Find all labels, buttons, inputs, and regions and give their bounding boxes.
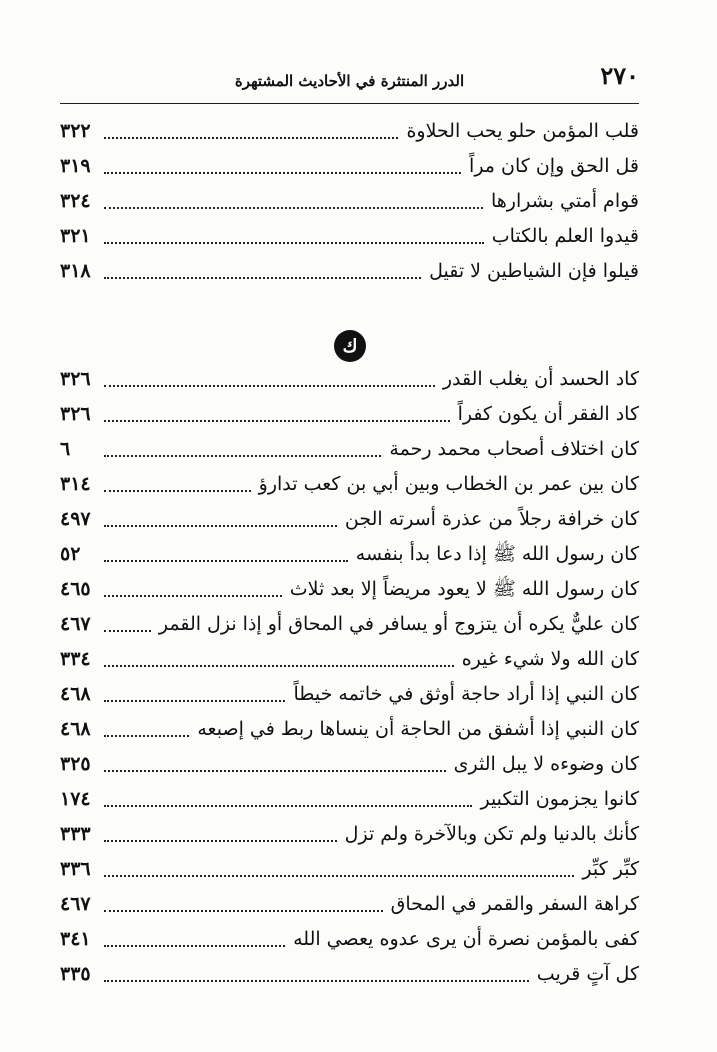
index-entry bbox=[60, 957, 639, 992]
entry-text: كفى بالمؤمن نصرة أن يرى عدوه يعصي الله bbox=[293, 928, 639, 950]
entry-page-number: ٣٢٦ bbox=[60, 368, 91, 390]
index-entry bbox=[60, 677, 639, 712]
entry-page-number: ٤٦٧ bbox=[60, 893, 91, 915]
leader-dots bbox=[104, 548, 348, 562]
entry-page-number: ٣١٩ bbox=[60, 155, 91, 177]
index-list-qaf bbox=[60, 114, 639, 289]
index-entry bbox=[60, 432, 639, 467]
page-header bbox=[60, 61, 639, 102]
entry-page-number: ٣٤١ bbox=[60, 928, 91, 950]
page-number: ٢٧٠ bbox=[600, 61, 639, 90]
entry-text: كراهة السفر والقمر في المحاق bbox=[390, 893, 639, 915]
entry-page-number: ٣٢٢ bbox=[60, 120, 91, 142]
entry-page-number: ٣١٨ bbox=[60, 260, 91, 282]
entry-page-number: ٣٣٤ bbox=[60, 648, 91, 670]
leader-dots bbox=[104, 478, 251, 492]
index-entry bbox=[60, 747, 639, 782]
leader-dots bbox=[104, 793, 472, 807]
entry-text: كل آتٍ قريب bbox=[536, 963, 639, 985]
entry-page-number: ٣٣٥ bbox=[60, 963, 91, 985]
entry-text: قوام أمتي بشرارها bbox=[490, 190, 639, 212]
leader-dots bbox=[104, 408, 450, 422]
leader-dots bbox=[104, 688, 285, 702]
entry-text: قيلوا فإن الشياطين لا تقيل bbox=[429, 260, 639, 282]
leader-dots bbox=[104, 160, 461, 174]
index-list-kaf bbox=[60, 362, 639, 992]
leader-dots bbox=[104, 195, 483, 209]
leader-dots bbox=[104, 265, 421, 279]
leader-dots bbox=[104, 125, 398, 139]
leader-dots bbox=[104, 373, 435, 387]
entry-page-number: ٣٢١ bbox=[60, 225, 91, 247]
index-entry bbox=[60, 184, 639, 219]
leader-dots bbox=[104, 968, 529, 982]
leader-dots bbox=[104, 723, 189, 737]
section-letter-badge: ك bbox=[334, 330, 366, 362]
index-entry bbox=[60, 607, 639, 642]
entry-text: كان النبي إذا أشفق من الحاجة أن ينساها ربط في إصبعه bbox=[197, 718, 639, 740]
index-entry bbox=[60, 362, 639, 397]
entry-text: كان وضوءه لا يبل الثرى bbox=[453, 753, 639, 775]
leader-dots bbox=[104, 933, 285, 947]
leader-dots bbox=[104, 653, 454, 667]
entry-text: كاد الحسد أن يغلب القدر bbox=[442, 368, 639, 390]
entry-text: كان رسول الله ﷺ لا يعود مريضاً إلا بعد ثلاث bbox=[289, 578, 639, 600]
index-entry bbox=[60, 219, 639, 254]
entry-page-number: ٣١٤ bbox=[60, 473, 91, 495]
entry-page-number: ٤٦٥ bbox=[60, 578, 91, 600]
index-entry bbox=[60, 642, 639, 677]
index-entry bbox=[60, 712, 639, 747]
leader-dots bbox=[104, 583, 282, 597]
entry-text: كأنك بالدنيا ولم تكن وبالآخرة ولم تزل bbox=[344, 823, 639, 845]
index-entry bbox=[60, 254, 639, 289]
index-entry bbox=[60, 782, 639, 817]
entry-text: كان الله ولا شيء غيره bbox=[461, 648, 639, 670]
index-entry bbox=[60, 817, 639, 852]
leader-dots bbox=[104, 618, 151, 632]
entry-page-number: ٤٦٨ bbox=[60, 683, 91, 705]
entry-text: قل الحق وإن كان مراً bbox=[469, 155, 639, 177]
entry-page-number: ٣٢٥ bbox=[60, 753, 91, 775]
index-entry bbox=[60, 572, 639, 607]
entry-text: كان بين عمر بن الخطاب وبين أبي بن كعب تدارؤ bbox=[258, 473, 639, 495]
running-title: الدرر المنتثرة في الأحاديث المشتهرة bbox=[234, 72, 465, 90]
entry-page-number: ٤٦٧ bbox=[60, 613, 91, 635]
index-entry bbox=[60, 852, 639, 887]
leader-dots bbox=[104, 443, 381, 457]
header-divider bbox=[60, 103, 639, 104]
entry-text: كان رسول الله ﷺ إذا دعا بدأ بنفسه bbox=[355, 543, 639, 565]
entry-page-number: ٣٢٤ bbox=[60, 190, 91, 212]
entry-page-number: ١٧٤ bbox=[60, 788, 91, 810]
entry-page-number: ٣٣٣ bbox=[60, 823, 91, 845]
entry-text: كاد الفقر أن يكون كفراً bbox=[457, 403, 639, 425]
entry-text: كبِّر كبِّر bbox=[582, 858, 639, 880]
entry-text: كان خرافة رجلاً من عذرة أسرته الجن bbox=[344, 508, 639, 530]
index-entry bbox=[60, 502, 639, 537]
entry-page-number: ٤٦٨ bbox=[60, 718, 91, 740]
entry-text: كانوا يجزمون التكبير bbox=[480, 788, 639, 810]
index-entry bbox=[60, 397, 639, 432]
entry-text: كان النبي إذا أراد حاجة أوثق في خاتمه خيطاً bbox=[293, 683, 639, 705]
index-entry bbox=[60, 537, 639, 572]
entry-text: كان عليٌّ يكره أن يتزوج أو يسافر في المحاق أو إذا نزل القمر bbox=[158, 613, 639, 635]
leader-dots bbox=[104, 828, 337, 842]
index-entry bbox=[60, 114, 639, 149]
entry-page-number: ٣٣٦ bbox=[60, 858, 91, 880]
entry-page-number: ٣٢٦ bbox=[60, 403, 91, 425]
index-entry bbox=[60, 922, 639, 957]
entry-text: كان اختلاف أصحاب محمد رحمة bbox=[389, 438, 639, 460]
index-entry bbox=[60, 887, 639, 922]
leader-dots bbox=[104, 758, 446, 772]
leader-dots bbox=[104, 863, 574, 877]
index-entry bbox=[60, 149, 639, 184]
entry-page-number: ٥٢ bbox=[60, 543, 81, 565]
index-entry bbox=[60, 467, 639, 502]
entry-text: قلب المؤمن حلو يحب الحلاوة bbox=[406, 120, 639, 142]
leader-dots bbox=[104, 230, 484, 244]
entry-page-number: ٦ bbox=[60, 438, 71, 460]
leader-dots bbox=[104, 513, 337, 527]
entry-page-number: ٤٩٧ bbox=[60, 508, 91, 530]
entry-text: قيدوا العلم بالكتاب bbox=[491, 225, 639, 247]
leader-dots bbox=[104, 898, 383, 912]
